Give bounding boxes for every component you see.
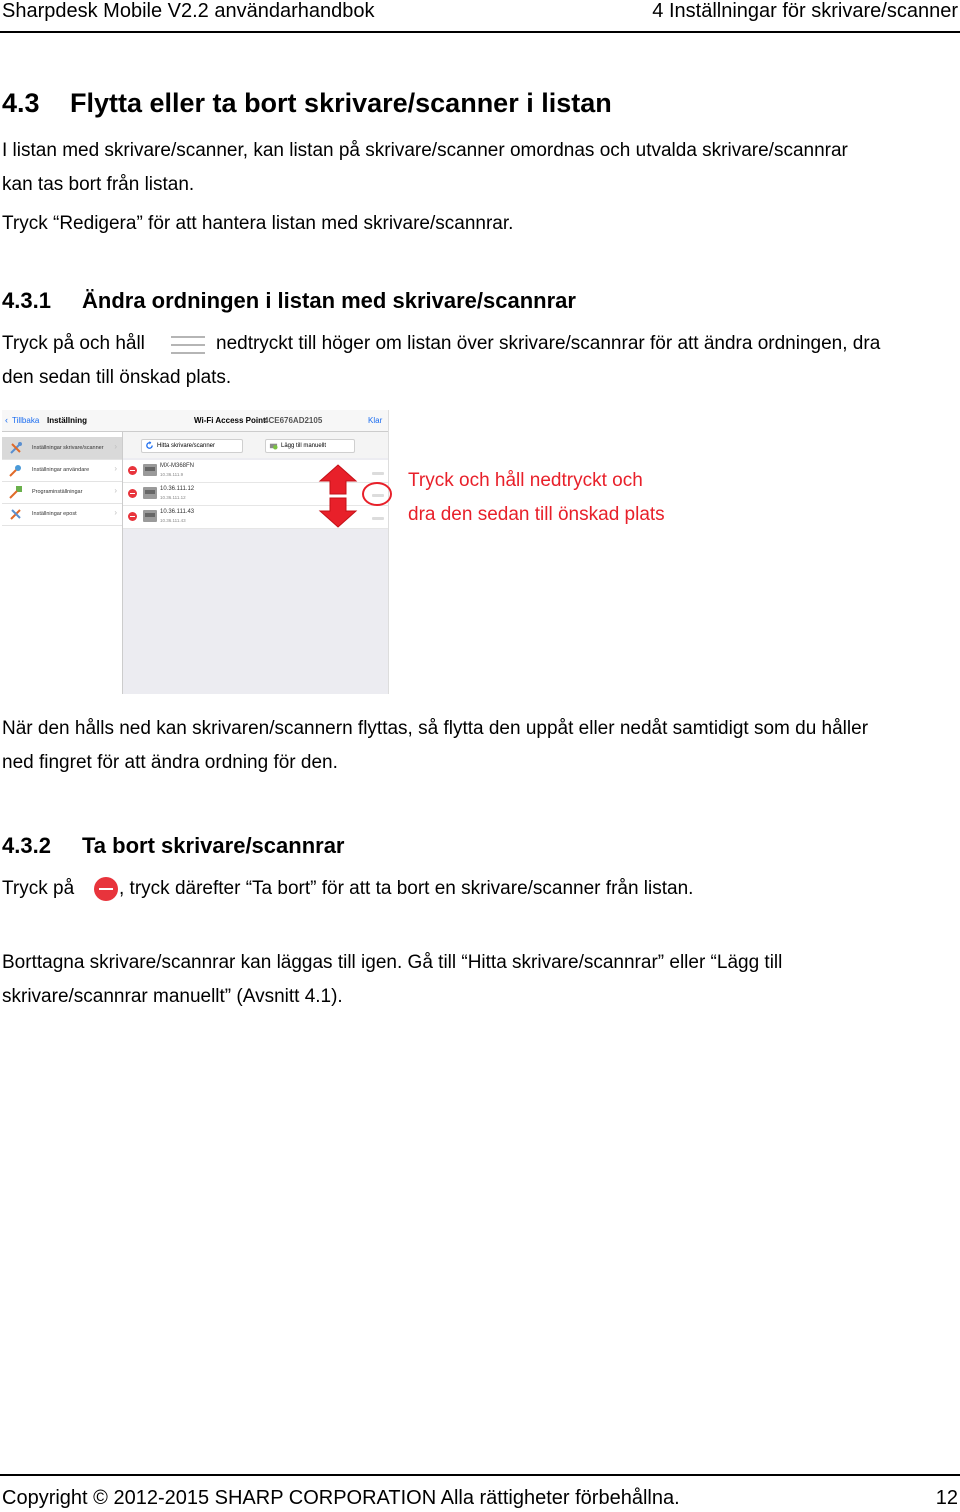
subsection1-line1-post: nedtryckt till höger om listan över skrivare/scannrar för att ändra ordningen, dra (216, 333, 881, 354)
chevron-right-icon: › (114, 486, 117, 495)
subsection1-after-line1: När den hålls ned kan skrivaren/scannern flyttas, så flytta den uppåt eller nedåt samtidigt som du håller (2, 718, 869, 739)
sidebar-item-label: Inställningar epost (32, 511, 77, 517)
printer-name: 10.36.111.43 (160, 509, 195, 515)
delete-icon[interactable] (128, 512, 137, 521)
page-number: 12 (935, 1487, 958, 1509)
section-intro-edit: Tryck “Redigera” för att hantera listan med skrivare/scannrar. (2, 213, 514, 234)
subsection2-title: Ta bort skrivare/scannrar (82, 833, 345, 858)
sidebar-item-label: Inställningar skrivare/scanner (32, 445, 104, 451)
up-down-arrows-icon (318, 464, 358, 528)
done-button[interactable]: Klar (368, 416, 383, 425)
sidebar-item-app-settings[interactable] (2, 481, 122, 504)
sidebar-item-user-settings[interactable] (2, 459, 122, 482)
add-manual-button[interactable] (265, 439, 355, 453)
settings-screenshot (2, 410, 389, 694)
subsection1-after-line2: ned fingret för att ändra ordning för den. (2, 752, 338, 773)
tools-icon (8, 440, 24, 456)
chevron-right-icon: › (114, 464, 117, 473)
section-number: 4.3 (2, 88, 40, 118)
subsection1-title: Ändra ordningen i listan med skrivare/scannrar (82, 288, 576, 313)
running-header-title: Sharpdesk Mobile V2.2 användarhandbok (2, 0, 375, 22)
footer-copyright: Copyright © 2012-2015 SHARP CORPORATION Alla rättigheter förbehållna. (2, 1487, 680, 1509)
subsection2-para2-line1: Borttagna skrivare/scannrar kan läggas till igen. Gå till “Hitta skrivare/scannrar” eller “Lägg till (2, 952, 783, 973)
delete-icon (94, 877, 118, 901)
sidebar-item-email-settings[interactable] (2, 503, 122, 526)
running-header-chapter: 4 Inställningar för skrivare/scanner (652, 0, 958, 22)
refresh-icon (145, 441, 154, 450)
printer-icon (143, 487, 157, 499)
back-chevron-icon: ‹ (5, 415, 8, 425)
wifi-label: Wi-Fi Access Point: (194, 416, 269, 425)
annotation-line2: dra den sedan till önskad plats (408, 504, 665, 525)
annotation-line1: Tryck och håll nedtryckt och (408, 470, 643, 491)
screenshot-sidebar (2, 432, 123, 694)
footer-divider (0, 1474, 960, 1476)
user-tools-icon (8, 462, 24, 478)
subsection2-number: 4.3.2 (2, 833, 51, 858)
printer-address: 10.36.111.9 (160, 472, 184, 477)
screenshot-nav-bar (2, 410, 388, 432)
subsection1-line2: den sedan till önskad plats. (2, 367, 232, 388)
find-printer-button[interactable] (141, 439, 243, 453)
highlight-circle (362, 482, 392, 506)
sidebar-item-printer-settings[interactable] (2, 437, 122, 460)
chevron-right-icon: › (114, 442, 117, 451)
sidebar-item-label: Programinställningar (32, 489, 83, 495)
find-printer-label: Hitta skrivare/scanner (157, 443, 216, 449)
section-intro-line1: I listan med skrivare/scanner, kan listan på skrivare/scanner omordnas och utvalda skrivare/scannrar (2, 140, 848, 161)
mail-tools-icon (8, 506, 24, 522)
header-divider (0, 31, 960, 33)
section-title: Flytta eller ta bort skrivare/scanner i listan (70, 88, 612, 118)
back-button[interactable]: Tillbaka (12, 416, 40, 425)
wifi-ssid: 4CE676AD2105 (264, 416, 323, 425)
subsection2-para2-line2: skrivare/scannrar manuellt” (Avsnitt 4.1). (2, 986, 343, 1007)
screenshot-nav-title: Inställning (47, 416, 87, 425)
printer-name: 10.36.111.12 (160, 486, 195, 492)
grid-tools-icon (8, 484, 24, 500)
subsection2-line-pre: Tryck på (2, 878, 75, 899)
subsection2-line-post: , tryck därefter “Ta bort” för att ta bort en skrivare/scanner från listan. (119, 878, 694, 899)
sidebar-item-label: Inställningar användare (32, 467, 90, 473)
delete-icon[interactable] (128, 489, 137, 498)
printer-icon (143, 464, 157, 476)
printer-button-row (123, 432, 388, 458)
section-intro-line2: kan tas bort från listan. (2, 174, 195, 195)
add-printer-icon (269, 441, 278, 450)
subsection1-number: 4.3.1 (2, 288, 51, 313)
add-manual-label: Lägg till manuellt (281, 443, 327, 449)
reorder-handle-icon (171, 336, 205, 354)
subsection1-line1-pre: Tryck på och håll (2, 333, 145, 354)
printer-name: MX-M368FN (160, 463, 195, 469)
chevron-right-icon: › (114, 508, 117, 517)
printer-address: 10.36.111.12 (160, 495, 186, 500)
delete-icon[interactable] (128, 466, 137, 475)
printer-address: 10.36.111.43 (160, 518, 186, 523)
printer-icon (143, 510, 157, 522)
